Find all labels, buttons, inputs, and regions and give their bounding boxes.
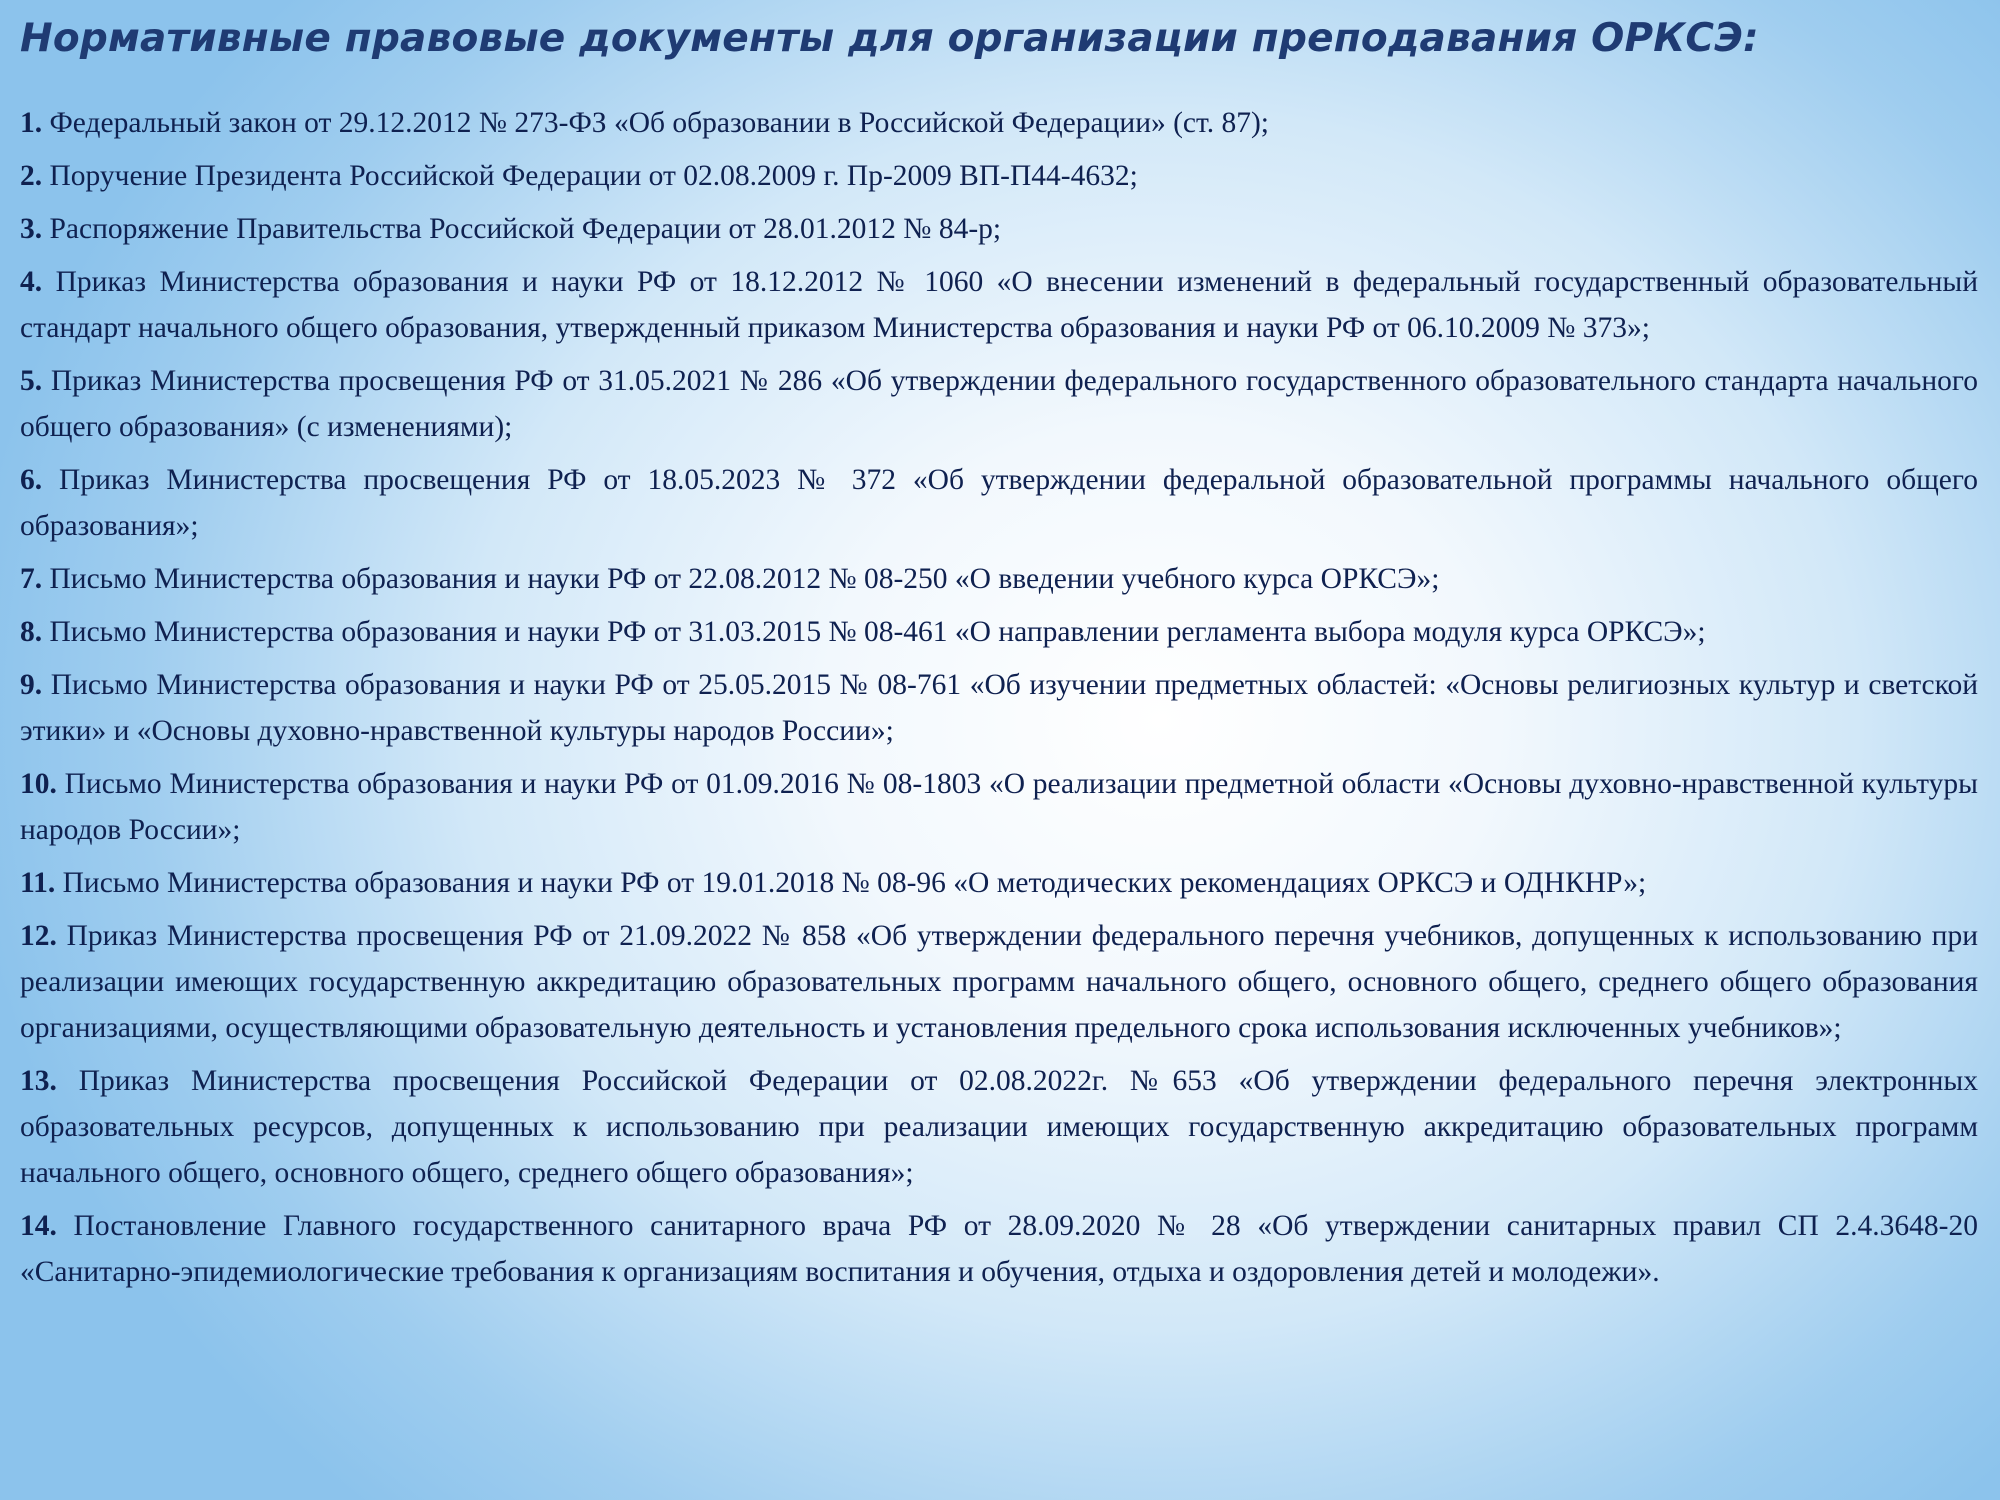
document-item	[20, 206, 1978, 252]
document-item	[20, 457, 1978, 549]
document-item-text: Письмо Министерства образования и науки РФ от 31.03.2015 № 08-461 «О направлении регламента выбора модуля курса ОРКСЭ»;	[42, 616, 1706, 648]
slide-title: Нормативные правовые документы для организации преподавания ОРКСЭ:	[20, 16, 1759, 61]
document-item-number: 7.	[20, 563, 43, 595]
document-item-number: 8.	[20, 616, 43, 648]
document-item-number: 12.	[20, 920, 57, 952]
document-item-text: Приказ Министерства просвещения РФ от 21.09.2022 № 858 «Об утверждении федерального перечня учебников, допущенных к использованию при реализации имеющих государственную аккредитацию образовательных программ начального общего, основного общего, среднего общего образования организациями, осуществляющими образовательную деятельность и установления предельного срока использования исключенных учебников»;	[20, 920, 1978, 1044]
document-item-number: 1.	[20, 107, 43, 139]
document-item-text: Постановление Главного государственного санитарного врача РФ от 28.09.2020 № 28 «Об утверждении санитарных правил СП 2.4.3648-20 «Санитарно-эпидемиологические требования к организациям воспитания и обучения, отдыха и оздоровления детей и молодежи».	[20, 1210, 1978, 1288]
document-item	[20, 100, 1978, 146]
document-item	[20, 913, 1978, 1051]
document-item	[20, 662, 1978, 754]
document-item	[20, 556, 1978, 602]
document-item-text: Письмо Министерства образования и науки РФ от 22.08.2012 № 08-250 «О введении учебного курса ОРКСЭ»;	[42, 563, 1440, 595]
document-item-number: 4.	[20, 266, 43, 298]
document-item-number: 10.	[20, 768, 57, 800]
document-item	[20, 259, 1978, 351]
document-item-text: Федеральный закон от 29.12.2012 № 273-ФЗ «Об образовании в Российской Федерации» (ст. 87);	[42, 107, 1269, 139]
document-item-text: Приказ Министерства просвещения Российской Федерации от 02.08.2022г. №653 «Об утверждении федерального перечня электронных образовательных ресурсов, допущенных к использованию при реализации имеющих государственную аккредитацию образовательных программ начального общего, основного общего, среднего общего образования»;	[20, 1065, 1978, 1189]
document-item	[20, 609, 1978, 655]
document-item-number: 9.	[20, 669, 43, 701]
document-item-text: Приказ Министерства образования и науки РФ от 18.12.2012 № 1060 «О внесении изменений в федеральный государственный образовательный стандарт начального общего образования, утвержденный приказом Министерства образования и науки РФ от 06.10.2009 № 373»;	[20, 266, 1978, 344]
document-item-text: Письмо Министерства образования и науки РФ от 19.01.2018 № 08-96 «О методических рекомендациях ОРКСЭ и ОДНКНР»;	[55, 867, 1647, 899]
document-item-text: Письмо Министерства образования и науки РФ от 01.09.2016 № 08-1803 «О реализации предметной области «Основы духовно-нравственной культуры народов России»;	[20, 768, 1978, 846]
document-item-number: 2.	[20, 160, 43, 192]
document-item-text: Распоряжение Правительства Российской Федерации от 28.01.2012 № 84-р;	[42, 213, 1002, 245]
document-item-text: Поручение Президента Российской Федерации от 02.08.2009 г. Пр-2009 ВП-П44-4632;	[42, 160, 1138, 192]
document-item-text: Приказ Министерства просвещения РФ от 18.05.2023 № 372 «Об утверждении федеральной образовательной программы начального общего образования»;	[20, 464, 1978, 542]
document-item	[20, 860, 1978, 906]
document-item-text: Письмо Министерства образования и науки РФ от 25.05.2015 № 08-761 «Об изучении предметных областей: «Основы религиозных культур и светской этики» и «Основы духовно-нравственной культуры народов России»;	[20, 669, 1978, 747]
document-item-number: 3.	[20, 213, 43, 245]
document-list	[20, 100, 1978, 1302]
document-item	[20, 358, 1978, 450]
document-item	[20, 1058, 1978, 1196]
document-item-number: 6.	[20, 464, 43, 496]
document-item	[20, 761, 1978, 853]
document-item-number: 14.	[20, 1210, 57, 1242]
document-item	[20, 1203, 1978, 1295]
document-item	[20, 153, 1978, 199]
document-item-number: 13.	[20, 1065, 57, 1097]
document-item-number: 5.	[20, 365, 43, 397]
document-item-text: Приказ Министерства просвещения РФ от 31.05.2021 № 286 «Об утверждении федерального государственного образовательного стандарта начального общего образования» (с изменениями);	[20, 365, 1978, 443]
document-item-number: 11.	[20, 867, 56, 899]
